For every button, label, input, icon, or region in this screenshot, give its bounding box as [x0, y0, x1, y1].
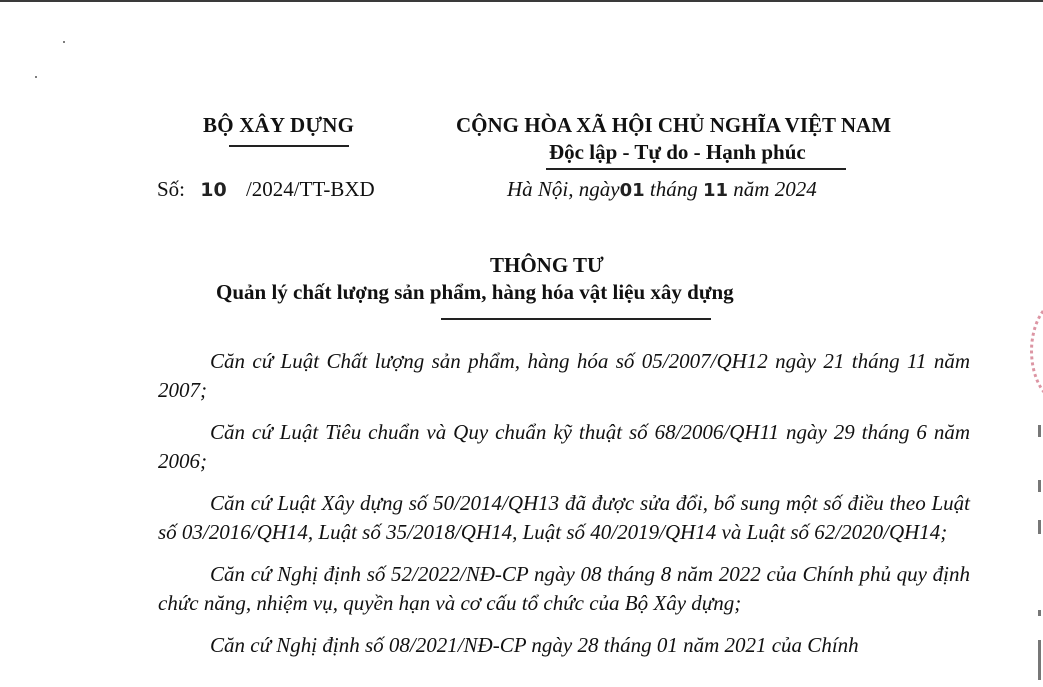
preamble	[158, 347, 970, 673]
preamble-paragraph: Căn cứ Luật Xây dựng số 50/2014/QH13 đã được sửa đổi, bổ sung một số điều theo Luật số 03/2016/QH14, Luật số 35/2018/QH14, Luật số 40/2019/QH14 và Luật số 62/2020/QH14;	[158, 491, 970, 544]
year-label: năm 2024	[733, 177, 817, 201]
document-type: THÔNG TƯ	[490, 253, 604, 277]
place-date	[507, 177, 817, 202]
page-top-edge	[0, 0, 1043, 2]
scan-speck	[63, 41, 65, 43]
preamble-paragraph: Căn cứ Luật Chất lượng sản phẩm, hàng hóa số 05/2007/QH12 ngày 21 tháng 11 năm 2007;	[158, 349, 970, 402]
motto-underline	[546, 168, 846, 170]
date-month-handwritten: 11	[702, 180, 729, 201]
document-number-handwritten: 10	[200, 179, 227, 201]
scan-speck	[35, 76, 37, 78]
edge-mark	[1038, 640, 1041, 680]
ministry-name: BỘ XÂY DỰNG	[203, 113, 355, 137]
document-number	[157, 177, 375, 202]
place-date-prefix: Hà Nội, ngày	[507, 177, 620, 201]
national-motto: Độc lập - Tự do - Hạnh phúc	[549, 140, 806, 164]
nation-name: CỘNG HÒA XÃ HỘI CHỦ NGHĨA VIỆT NAM	[456, 113, 892, 137]
preamble-paragraph: Căn cứ Nghị định số 52/2022/NĐ-CP ngày 08 tháng 8 năm 2022 của Chính phủ quy định chức năng, nhiệm vụ, quyền hạn và cơ cấu tổ chức của Bộ Xây dựng;	[158, 562, 970, 615]
edge-mark	[1038, 480, 1041, 492]
document-number-suffix: /2024/TT-BXD	[245, 177, 375, 201]
subject-underline	[441, 318, 711, 320]
document-subject: Quản lý chất lượng sản phẩm, hàng hóa vật liệu xây dựng	[216, 280, 734, 304]
preamble-paragraph: Căn cứ Luật Tiêu chuẩn và Quy chuẩn kỹ thuật số 68/2006/QH11 ngày 29 tháng 6 năm 2006;	[158, 420, 970, 473]
red-seal-stamp	[1030, 298, 1043, 404]
date-day-handwritten: 01	[619, 180, 645, 201]
ministry-underline	[229, 145, 349, 147]
month-label: tháng	[649, 177, 698, 201]
edge-mark	[1038, 610, 1041, 616]
edge-mark	[1038, 425, 1041, 437]
document-number-label: Số:	[157, 177, 186, 201]
preamble-paragraph: Căn cứ Nghị định số 08/2021/NĐ-CP ngày 28 tháng 01 năm 2021 của Chính	[210, 633, 859, 657]
edge-mark	[1038, 520, 1041, 534]
